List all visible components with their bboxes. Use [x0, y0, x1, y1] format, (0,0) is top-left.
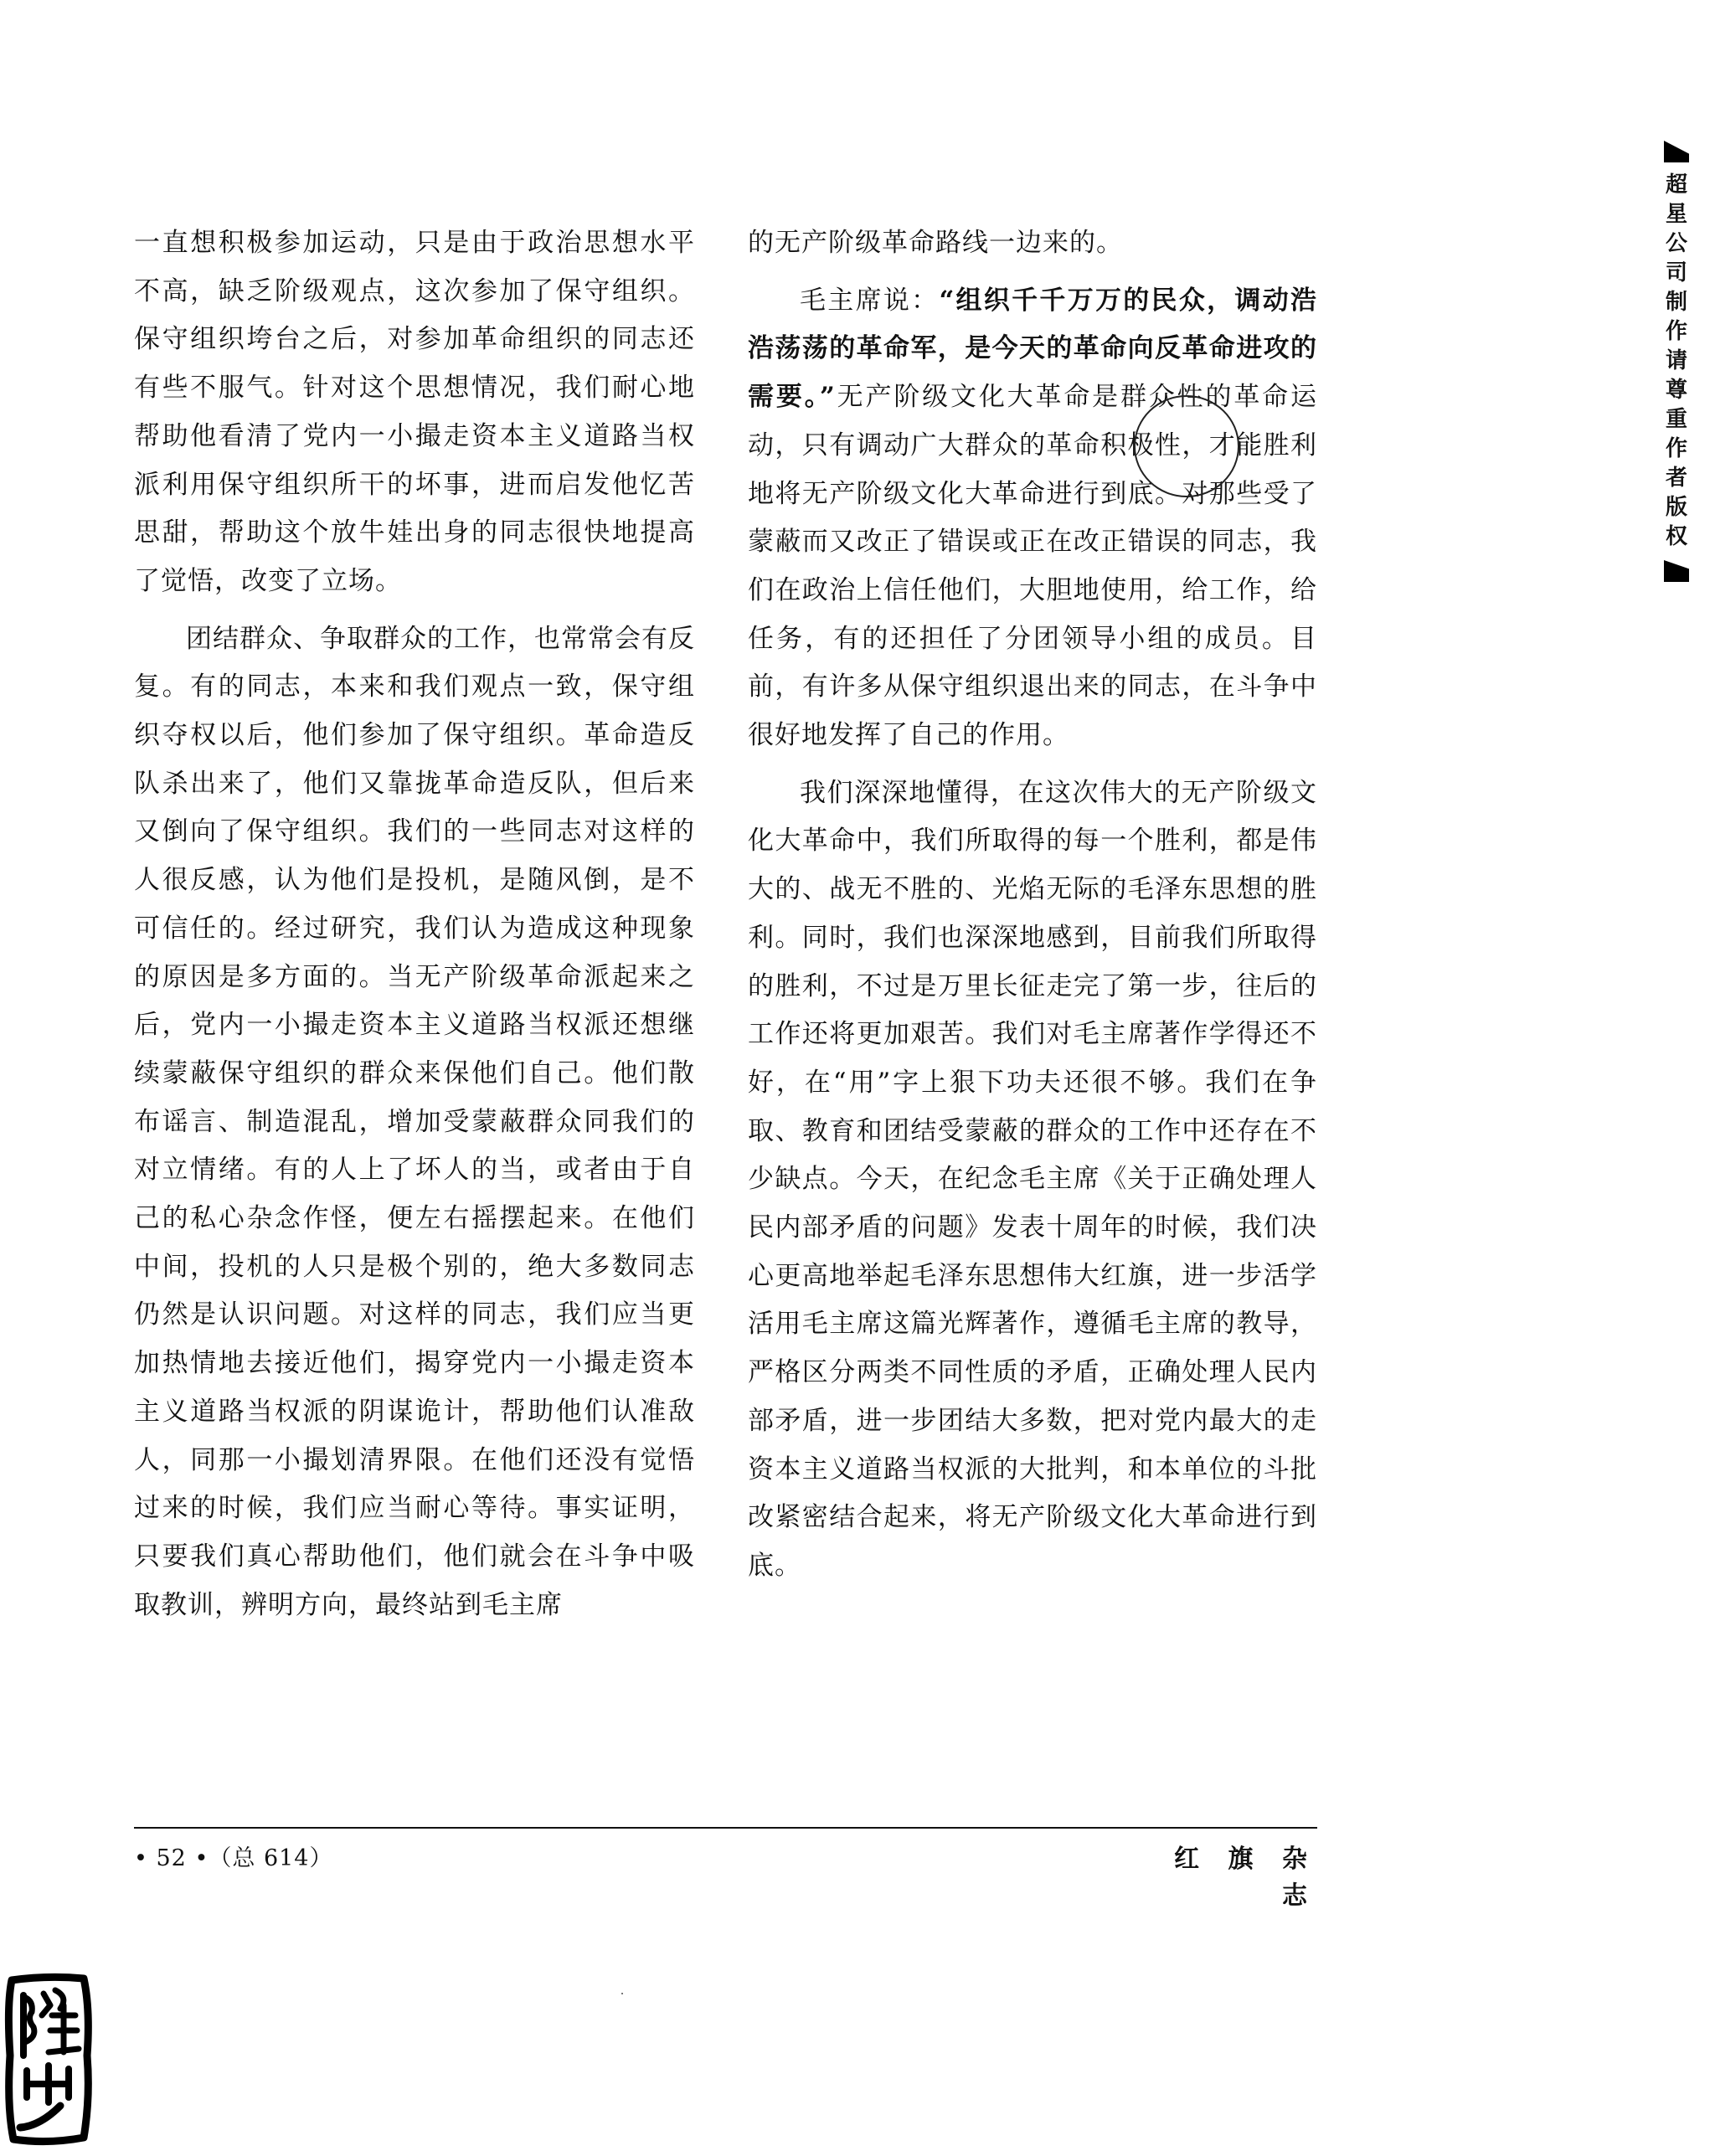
footer-rule — [134, 1827, 1317, 1829]
magazine-name: 红 旗 杂 志 — [1174, 1845, 1317, 1911]
watermark-bar-bottom — [1664, 560, 1689, 582]
paragraph-text: 无产阶级文化大革命是群众性的革命运动，只有调动广大群众的革命积极性，才能胜利地将无产阶级文化大革命进行到底。对那些受了蒙蔽而又改正了错误或正在改正错误的同志，我们在政治上信任他们，大胆地使用，给工作，给任务，有的还担任了分团领导小组的成员。目前，有许多从保守组织退出来的同志，在斗争中很好地发挥了自己的作用。 — [748, 382, 1317, 751]
copyright-watermark — [1660, 141, 1693, 582]
left-column — [134, 219, 695, 1639]
watermark-bar-top — [1664, 141, 1689, 162]
seal-stamp — [2, 1972, 95, 2148]
quote-intro: 毛主席说： — [800, 285, 940, 316]
mao-quote: “组织千千万万的民众，调动浩浩荡荡的革命军，是今天的革命向反革命进攻的需要。” — [748, 285, 1317, 413]
watermark-text: 超星公司制作请尊重作者版权 — [1665, 172, 1687, 549]
paragraph: 的无产阶级革命路线一边来的。 — [748, 228, 1123, 258]
page-number: • 52 •（总 614） — [134, 1845, 333, 1871]
paragraph: 一直想积极参加运动，只是由于政治思想水平不高，缺乏阶级观点，这次参加了保守组织。保守组织垮台之后，对参加革命组织的同志还有些不服气。针对这个思想情况，我们耐心地帮助他看清了党内一小撮走资本主义道路当权派利用保守组织所干的坏事，进而启发他忆苦思甜，帮助这个放牛娃出身的同志很快地提高了觉悟，改变了立场。 — [134, 228, 695, 596]
handwritten-circle-mark — [1134, 395, 1239, 497]
paragraph: 我们深深地懂得，在这次伟大的无产阶级文化大革命中，我们所取得的每一个胜利，都是伟大的、战无不胜的、光焰无际的毛泽东思想的胜利。同时，我们也深深地感到，目前我们所取得的胜利，不过是万里长征走完了第一步，往后的工作还将更加艰苦。我们对毛主席著作学得还不好，在“用”字上狠下功夫还很不够。我们在争取、教育和团结受蒙蔽的群众的工作中还存在不少缺点。今天，在纪念毛主席《关于正确处理人民内部矛盾的问题》发表十周年的时候，我们决心更高地举起毛泽东思想伟大红旗，进一步活学活用毛主席这篇光辉著作，遵循毛主席的教导，严格区分两类不同性质的矛盾，正确处理人民内部矛盾，进一步团结大多数，把对党内最大的走资本主义道路当权派的大批判，和本单位的斗批改紧密结合起来，将无产阶级文化大革命进行到底。 — [748, 777, 1317, 1581]
paragraph: 团结群众、争取群众的工作，也常常会有反复。有的同志，本来和我们观点一致，保守组织夺权以后，他们参加了保守组织。革命造反队杀出来了，他们又靠拢革命造反队，但后来又倒向了保守组织。我们的一些同志对这样的人很反感，认为他们是投机，是随风倒，是不可信任的。经过研究，我们认为造成这种现象的原因是多方面的。当无产阶级革命派起来之后，党内一小撮走资本主义道路当权派还想继续蒙蔽保守组织的群众来保他们自己。他们散布谣言、制造混乱，增加受蒙蔽群众同我们的对立情绪。有的人上了坏人的当，或者由于自己的私心杂念作怪，便左右摇摆起来。在他们中间，投机的人只是极个别的，绝大多数同志仍然是认识问题。对这样的同志，我们应当更加热情地去接近他们，揭穿党内一小撮走资本主义道路当权派的阴谋诡计，帮助他们认准敌人，同那一小撮划清界限。在他们还没有觉悟过来的时候，我们应当耐心等待。事实证明，只要我们真心帮助他们，他们就会在斗争中吸取教训，辨明方向，最终站到毛主席 — [134, 623, 695, 1620]
paragraph-quote — [748, 277, 1317, 760]
speck — [621, 1993, 623, 1994]
